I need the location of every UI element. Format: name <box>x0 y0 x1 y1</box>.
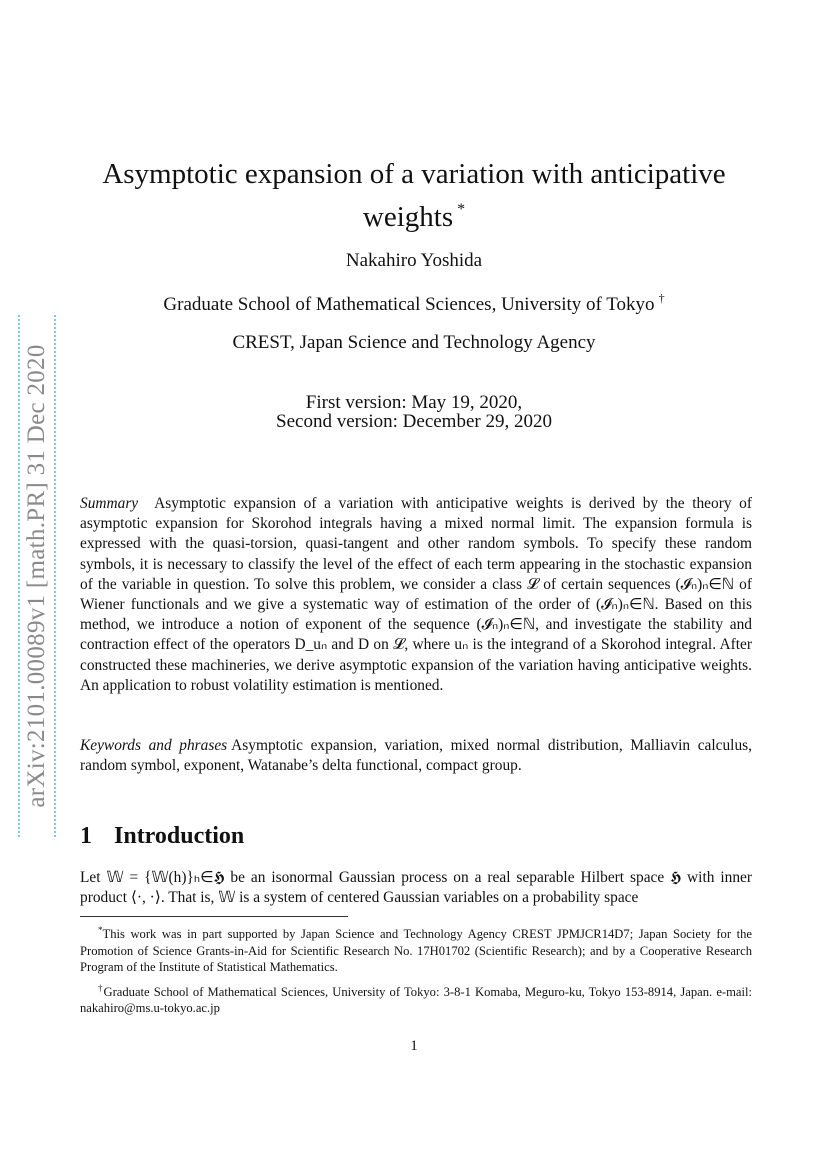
section-number: 1 <box>80 823 92 849</box>
title-footnote-marker: * <box>457 201 466 218</box>
footnotes <box>80 922 752 1021</box>
introduction-paragraph: Let 𝕎 = {𝕎(h)}ₕ∈𝕳 be an isonormal Gaussian process on a real separable Hilbert space 𝕳 with inner product ⟨·, ·⟩. That is, 𝕎 is a system of centered Gaussian variables on a probability space <box>80 869 752 907</box>
affiliation-2: CREST, Japan Science and Technology Agency <box>232 332 596 353</box>
footnote-2-text: Graduate School of Mathematical Sciences, University of Tokyo: 3-8-1 Komaba, Meguro-ku, Tokyo 153-8914, Japan. e-mail: nakahiro@ms.u-tokyo.ac.jp <box>80 984 753 1016</box>
page-number: 1 <box>410 1038 418 1054</box>
author-name: Nakahiro Yoshida <box>345 250 483 271</box>
section-title: Introduction <box>114 823 245 849</box>
arxiv-stamp <box>18 315 56 837</box>
affiliation-1-marker: † <box>658 291 665 305</box>
summary-paragraph <box>80 494 752 696</box>
footnote-2 <box>80 980 752 1017</box>
footnote-1-marker: * <box>98 925 103 935</box>
paper-title <box>80 156 748 235</box>
keywords-label: Keywords and phrases <box>80 737 228 754</box>
first-version-date: First version: May 19, 2020, <box>305 392 523 413</box>
footnote-2-marker: † <box>98 982 104 993</box>
affiliation-1-text: Graduate School of Mathematical Sciences, University of Tokyo <box>163 294 655 315</box>
keywords-paragraph <box>80 736 752 776</box>
summary-label: Summary <box>80 495 139 512</box>
footnote-divider <box>80 916 348 917</box>
keywords-text: Asymptotic expansion, variation, mixed normal distribution, Malliavin calculus, random symbol, exponent, Watanabe’s delta functional, compact group. <box>80 737 752 775</box>
section-heading <box>80 823 244 850</box>
summary-text: Asymptotic expansion of a variation with anticipative weights is derived by the theory of asymptotic expansion for Skorohod integrals having a mixed normal limit. The expansion formula is expressed with the quasi-torsion, quasi-tangent and other random symbols. To specify these random symbols, it is necessary to classify the level of the effect of each term appearing in the stochastic expansion of the variable in question. To solve this problem, we consider a class 𝓛 of certain sequences (𝓘ₙ)ₙ∈ℕ of Wiener functionals and we give a systematic way of estimation of the order of (𝓘ₙ)ₙ∈ℕ. Based on this method, we introduce a notion of exponent of the sequence (𝓘ₙ)ₙ∈ℕ, and investigate the stability and contraction effect of the operators D_uₙ and D on 𝓛, where uₙ is the integrand of a Skorohod integral. After constructed these machineries, we derive asymptotic expansion of the variation having anticipative weights. An application to robust volatility estimation is mentioned. <box>80 495 752 694</box>
second-version-date: Second version: December 29, 2020 <box>276 411 552 432</box>
footnote-1-text: This work was in part supported by Japan Science and Technology Agency CREST JPMJCR14D7; Japan Society for the Promotion of Science Grants-in-Aid for Scientific Research No. 17H01702 (Scientific Research); and by a Cooperative Research Program of the Institute of Statistical Mathematics. <box>80 927 752 975</box>
paper-title-text: Asymptotic expansion of a variation with anticipative weights <box>102 158 726 233</box>
arxiv-identifier: arXiv:2101.00089v1 [math.PR] 31 Dec 2020 <box>23 344 50 808</box>
affiliation-1 <box>80 291 748 316</box>
footnote-1 <box>80 922 752 976</box>
